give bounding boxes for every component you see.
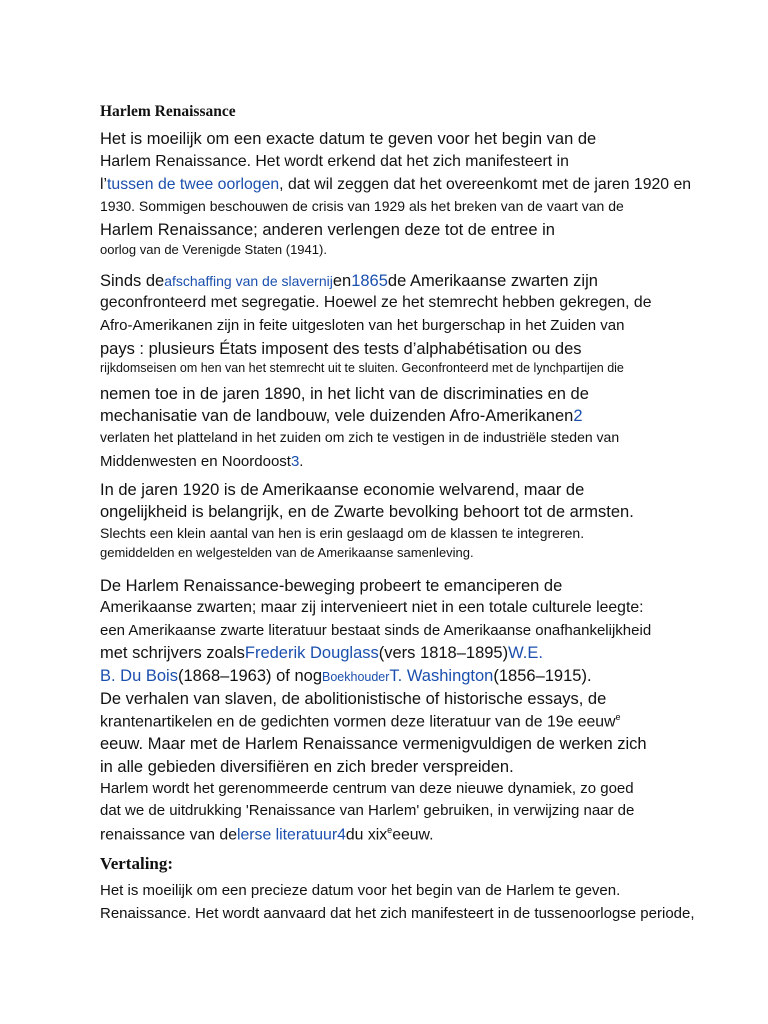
text-line: in alle gebieden diversifiëren en zich breder verspreiden. <box>100 758 514 776</box>
translation-heading: Vertaling: <box>100 854 174 873</box>
text-line <box>100 453 303 470</box>
superscript: e <box>615 712 621 722</box>
text-line: dat we de uitdrukking 'Renaissance van Harlem' gebruiken, in verwijzing naar de <box>100 802 635 819</box>
text-line: pays : plusieurs États imposent des tests d’alphabétisation ou des <box>100 340 582 358</box>
text-fragment: (vers 1818–1895) <box>378 644 509 662</box>
text-fragment: du xix <box>345 826 388 844</box>
text-fragment: (1856–1915). <box>493 667 592 685</box>
text-line <box>100 712 621 731</box>
text-line: Renaissance. Het wordt aanvaard dat het zich manifesteert in de tussenoorlogse periode, <box>100 905 695 922</box>
text-line: De verhalen van slaven, de abolitionistische of historische essays, de <box>100 690 607 708</box>
link-b-du-bois[interactable]: B. Du Bois <box>100 667 178 685</box>
text-line: een Amerikaanse zwarte literatuur bestaat sinds de Amerikaanse onafhankelijkheid <box>100 622 652 639</box>
link-1865[interactable]: 1865 <box>351 272 388 290</box>
text-fragment: en <box>332 272 352 290</box>
text-fragment: de Amerikaanse zwarten zijn <box>387 272 598 290</box>
text-fragment: , dat wil zeggen dat het overeenkomt met de jaren 1920 en <box>279 176 692 193</box>
text-line: nemen toe in de jaren 1890, in het licht van de discriminaties en de <box>100 385 589 403</box>
text-line: geconfronteerd met segregatie. Hoewel ze het stemrecht hebben gekregen, de <box>100 294 652 311</box>
text-line: De Harlem Renaissance-beweging probeert te emanciperen de <box>100 577 563 595</box>
text-fragment: . <box>299 453 304 470</box>
link-frederik-douglass[interactable]: Frederik Douglass <box>244 644 379 662</box>
text-line: eeuw. Maar met de Harlem Renaissance vermenigvuldigen de werken zich <box>100 735 647 753</box>
text-line: Harlem Renaissance. Het wordt erkend dat het zich manifesteert in <box>100 153 569 170</box>
link-boekhouder[interactable]: Boekhouder <box>322 670 390 684</box>
text-line: oorlog van de Verenigde Staten (1941). <box>100 242 327 257</box>
text-line <box>100 825 433 844</box>
section-heading: Harlem Renaissance <box>100 103 236 120</box>
text-line: gemiddelden en welgestelden van de Amerikaanse samenleving. <box>100 545 474 560</box>
text-line: Harlem Renaissance; anderen verlengen deze tot de entree in <box>100 221 555 239</box>
text-line <box>100 176 691 194</box>
text-line: Slechts een klein aantal van hen is erin geslaagd om de klassen te integreren. <box>100 525 585 541</box>
text-fragment: met schrijvers zoals <box>100 644 245 662</box>
text-fragment: Middenwesten en Noordoost <box>100 453 291 470</box>
text-line <box>100 667 592 686</box>
link-tussen-de-twee-oorlogen[interactable]: tussen de twee oorlogen <box>107 176 280 193</box>
text-line: verlaten het platteland in het zuiden om zich te vestigen in de industriële steden van <box>100 429 620 445</box>
text-line: rijkdomseisen om hen van het stemrecht uit te sluiten. Geconfronteerd met de lynchpartijen die <box>100 361 624 375</box>
footnote-link-2[interactable]: 2 <box>573 407 583 425</box>
text-fragment: mechanisatie van de landbouw, vele duizenden Afro-Amerikanen <box>100 407 574 425</box>
text-fragment: eeuw. <box>392 826 434 844</box>
text-line <box>100 272 598 291</box>
text-line <box>100 407 583 426</box>
text-line: 1930. Sommigen beschouwen de crisis van 1929 als het breken van de vaart van de <box>100 198 624 214</box>
link-afschaffing-van-de-slavernij[interactable]: afschaffing van de slavernij <box>164 273 333 289</box>
text-line: Afro-Amerikanen zijn in feite uitgesloten van het burgerschap in het Zuiden van <box>100 317 625 334</box>
text-line: Harlem wordt het gerenommeerde centrum van deze nieuwe dynamiek, zo goed <box>100 780 634 797</box>
text-line: In de jaren 1920 is de Amerikaanse economie welvarend, maar de <box>100 481 585 499</box>
link-t-washington[interactable]: T. Washington <box>389 667 494 685</box>
text-line <box>100 644 543 663</box>
superscript: e <box>387 825 393 835</box>
text-fragment: Sinds de <box>100 272 165 290</box>
text-fragment: (1868–1963) of nog <box>177 667 322 685</box>
text-fragment: l’ <box>100 176 108 193</box>
text-line: Amerikaanse zwarten; maar zij intervenieert niet in een totale culturele leegte: <box>100 599 644 616</box>
link-web-du-bois[interactable]: W.E. <box>508 644 543 662</box>
footnote-link-3[interactable]: 3 <box>290 453 300 470</box>
footnote-link-4[interactable]: 4 <box>337 826 346 844</box>
text-line: ongelijkheid is belangrijk, en de Zwarte bevolking behoort tot de armsten. <box>100 503 634 521</box>
link-ierse-literatuur[interactable]: lerse literatuur <box>237 826 338 844</box>
text-fragment: krantenartikelen en de gedichten vormen deze literatuur van de 19e eeuw <box>100 713 616 731</box>
text-line: Het is moeilijk om een precieze datum voor het begin van de Harlem te geven. <box>100 882 621 899</box>
text-line: Het is moeilijk om een exacte datum te geven voor het begin van de <box>100 130 597 148</box>
text-fragment: renaissance van de <box>100 826 237 844</box>
